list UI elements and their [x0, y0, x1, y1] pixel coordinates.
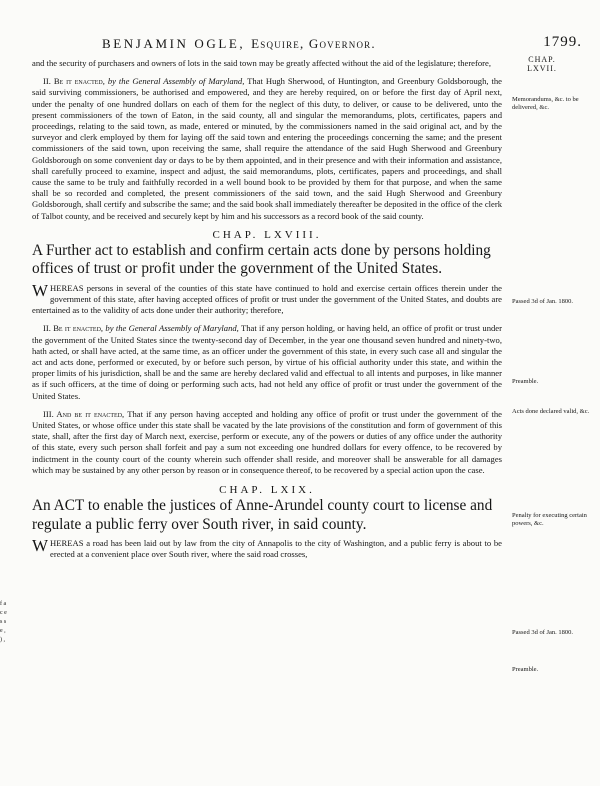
margin-penalty: Penalty for executing certain powers, &c. — [512, 512, 587, 527]
enacting-authority: by the General Assembly of Maryland, — [105, 323, 239, 334]
enacting-clause: II. Be it enacted, — [43, 323, 104, 334]
act-title-lxviii: A Further act to establish and confirm certain acts done by persons holding offices of trust or profit under the government of the United States. — [32, 241, 491, 278]
enacting-clause: II. Be it enacted, — [43, 76, 105, 87]
margin-preamble-1: Preamble. — [512, 378, 539, 385]
page-edge-fragments: f a c e s s e , ) , — [0, 601, 7, 643]
page-year: 1799. — [543, 34, 582, 50]
running-head-name: BENJAMIN OGLE, — [102, 36, 246, 51]
enacting-authority: by the General Assembly of Maryland, — [107, 76, 245, 87]
margin-acts-valid: Acts done declared valid, &c. — [512, 408, 590, 415]
section-text: That if any person holding, or having held, an office of profit or trust under the government of the United States since the twenty-second day of December, in the year one thousand seven hundred and ninety-two, hath acted, or shall have acted, at the same time, as an officer under the government of this state, in every such case all and singular the act and acts done, performed or executed, by or before such person, by virtue of his official authority under this state, and within the proper limits of his jurisdiction, shall be and the same are hereby declared valid and effectual to all intents and purposes, in like manner as if such officers, at the time of doing or performing such acts, had not held any office of profit or trust under the government of the United States. — [32, 323, 502, 401]
margin-preamble-2: Preamble. — [512, 666, 539, 673]
enacting-clause: III. And be it enacted, — [43, 408, 125, 419]
section-text: That Hugh Sherwood, of Huntington, and Greenbury Goldsborough, the said surviving commissioners, be authorised and empowered, and they are hereby required, on or before the first day of April next, under the penalty of one hundred dollars on each of them for the neglect of this duty, to deliver, or cause to be delivered, unto the present commissioners of the town of Eaton, in the said county, all and singular the memorandums, plots, certificates, papers and proceedings, relating to the said town, as made, entered or minuted, by the commissioners named in the said original act, and by the surveyor and clerk employed by them for laying off the said town and entering the proceedings concerning the same; and the present commissioners of the said town, upon receiving the same, shall require the attendance of the said Hugh Sherwood and Greenbury Goldsborough on some convenient day or days to be by them appointed, and in their presence and with their information and assistance, shall carefully proceed to examine, inspect and adjust, the said memorandums, plots, certificates, papers and proceedings, and shall cause the same to be truly and faithfully recorded in a well bound book to be provided by them for that purpose, and when the same shall be so recorded and completed, the present commissioners of the said town, and the said Hugh Sherwood and Greenbury Goldsborough, shall certify and subscribe the same; and the said book shall immediately thereafter be deposited in the office of the clerk of Talbot county, and be received and securely kept by him and his successors as a record book of the said county. — [32, 76, 502, 221]
preamble-text: HEREAS persons in several of the counties of this state have continued to hold and exercise certain offices therein under the government of this state, after having accepted offices of profit or trust under the government of the United States, and doubts are entertained as to the validity of acts done under their authority; therefore, — [32, 282, 502, 316]
running-head-title: Esquire, Governor. — [251, 36, 376, 51]
preamble-lxviii — [32, 280, 502, 317]
main-text — [32, 58, 502, 561]
drop-cap: W — [32, 536, 49, 556]
margin-passed-lxix: Passed 3d of Jan. 1800. — [512, 629, 574, 636]
preamble-text: HEREAS a road has been laid out by law from the city of Annapolis to the city of Washington, and a public ferry is about to be erected at a convenient place over South river, where the said road crosses, — [50, 538, 502, 560]
margin-passed-lxviii: Passed 3d of Jan. 1800. — [512, 298, 574, 305]
margin-memorandums: Memorandums, &c. to be delivered, &c. — [512, 96, 579, 111]
section-lxviii-3 — [32, 409, 502, 476]
section-lxviii-2 — [32, 323, 502, 401]
drop-cap: W — [32, 280, 49, 300]
act-title-lxix: An ACT to enable the justices of Anne-Arundel county court to license and regulate a public ferry over South river, in said county. — [32, 497, 493, 533]
margin-notes — [512, 0, 592, 786]
chapter-heading-lxix: CHAP. LXIX. — [219, 484, 315, 497]
chapter-heading-lxviii: CHAP. LXVIII. — [212, 228, 322, 241]
page-header — [30, 36, 582, 58]
section-text: That if any person having accepted and holding any office of profit or trust under the government of the United States, or whose office under this state shall be vacated by the late provisions of the constitution and form of government of this state, shall, after the first day of March next, exercise, perform or execute, any of the powers or duties of any office under the authority of this state, every such person shall forfeit and pay a sum not exceeding one hundred dollars for every offence, to be recovered by indictment in the county court of the county wherein such offender shall reside, and moreover shall be answerable for all damages which may be sustained by any other person by reason or in consequence thereof, to be recovered by a special action upon the case. — [32, 408, 503, 475]
running-head — [102, 36, 376, 52]
intro-paragraph: and the security of purchasers and owners of lots in the said town may be greatly affected without the aid of the legislature; therefore, — [32, 58, 491, 68]
section-lxvii-2 — [32, 76, 502, 222]
preamble-lxix — [32, 538, 502, 560]
margin-chap-lxvii: CHAP. LXVII. — [527, 55, 557, 73]
